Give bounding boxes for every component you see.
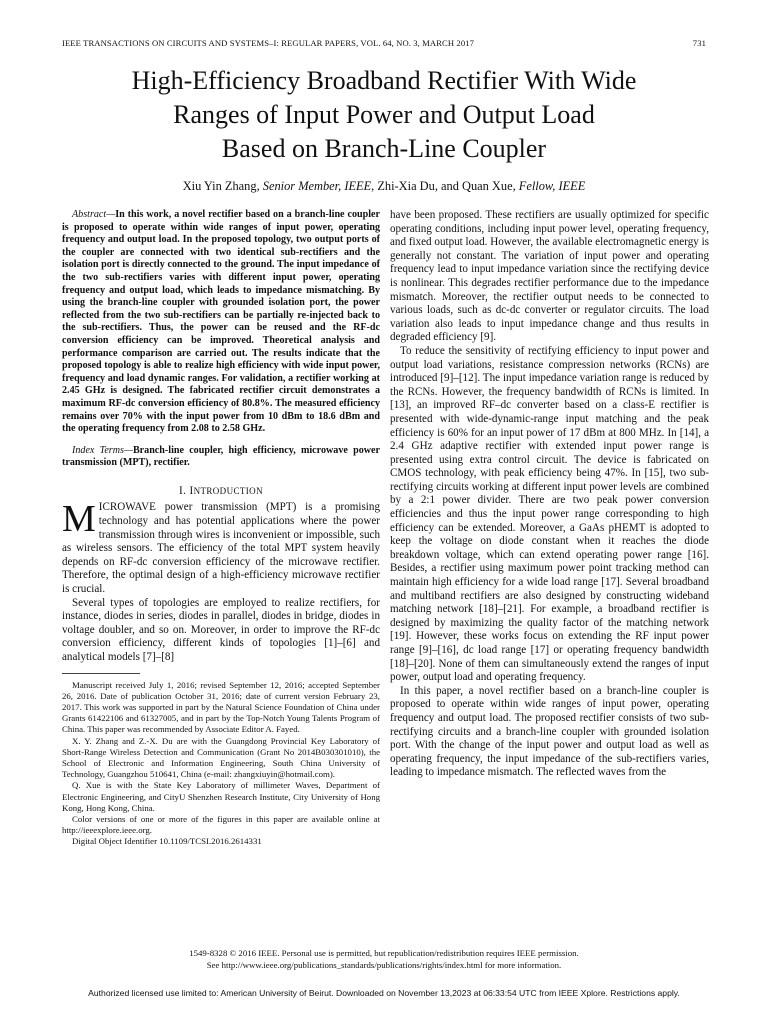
author-2-3: , Zhi-Xia Du, and Quan Xue, (371, 179, 519, 193)
index-terms-text: Branch-line coupler, high efficiency, microwave power transmission (MPT), rectifier. (62, 444, 380, 469)
footnote-affiliation-2: Q. Xue is with the State Key Laboratory of millimeter Waves, Department of Electronic Engineering, and CityU Shenzhen Research Institute, City University of Hong Kong, Hong Kong, China. (62, 780, 380, 813)
journal-name: IEEE TRANSACTIONS ON CIRCUITS AND SYSTEMS–I: REGULAR PAPERS, VOL. 64, NO. 3, MARCH 2017 (62, 38, 475, 48)
right-paragraph-1: have been proposed. These rectifiers are usually optimized for specific operating conditions, including input power level, operating frequency, and fixed output load. However, the available electromagnetic energy is generally not constant. The variation of input power and operating frequency lead to input impedance variation since the rectifying device is nonlinear. This degrades rectifier performance due to the impedance mismatch. Moreover, the rectifier output needs to be connected to various loads, such as dc-dc converter or regulator circuits. The load variation also leads to input impedance change and thus results in degraded efficiency [9]. (390, 209, 709, 344)
right-paragraph-2: To reduce the sensitivity of rectifying efficiency to input power and output load variations, resistance compression networks (RCNs) are introduced [9]–[12]. The input impedance variation range is reduced by the RCNs. However, the frequency bandwidth of RCNs is limited. In [13], an improved RF–dc converter based on a class-E rectifier is presented with wide-dynamic-range input matching and the peak efficiency is 60% for an input power of 17 dBm at 800 MHz. In [14], a 2.4 GHz adaptive rectifier with extended input power range is presented using extra control circuit. The device is fabricated on CMOS technology, with peak efficiency being 47%. In [15], two sub-rectifying circuits working at different input power levels are combined by a 2:1 power divider. There are two peak power conversion efficiencies and thus the input power range corresponding to high efficiency can be extended. Moreover, a GaAs pHEMT is adopted to keep the voltage on diode constant when it reaches the diode breakdown voltage, which can extend operating power range [16]. Besides, a rectifier using maximum power point tracking method can maintain high efficiency for a wide load range [17]. Several broadband and multiband rectifiers are also designed by constructing wideband matching network [18]–[21]. For example, a broadband rectifier is designed by maximizing the quality factor of the matching network [19]. However, these works focus on extending the RF input power range [9]–[16], dc load range [17] or operating frequency bandwidth [18]–[20]. None of them can simultaneously extend the ranges of input power, output load and operating frequency. (390, 344, 709, 684)
footnote-manuscript: Manuscript received July 1, 2016; revised September 12, 2016; accepted September 26, 2016. Date of publication October 31, 2016; date of current version February 23, 2017. This work was supported in part by the Natural Science Foundation of China under Grants 61422106 and 61327005, and in part by the Top-Notch Young Talents Program of China. This paper was recommended by Associate Editor A. Fayed. (62, 679, 380, 735)
abstract-text: In this work, a novel rectifier based on a branch-line coupler is proposed to operate within wide ranges of input power, operating frequency and output load. In the proposed topology, two output ports of the coupler are connected with two identical sub-rectifiers and the isolation port is directly connected to the ground. The input impedance of the two sub-rectifiers varies with different input power, operating frequency and output load, which leads to impedance mismatching. By using the branch-line coupler with grounded isolation port, the power reflected from the two sub-rectifiers can be partially re-injected back to the sub-rectifiers. Thus, the power can be reused and the RF-dc conversion efficiency can be improved. Theoretical analysis and performance comparison are carried out. The results indicate that the proposed topology is able to realize high efficiency with wide input power, frequency and load dynamic ranges. For validation, a rectifier working at 2.45 GHz is designed. The fabricated rectifier circuit demonstrates a maximum RF-dc conversion efficiency of 80.8%. The measured efficiency remains over 70% with the input power from 10 dBm to 18.6 dBm and the operating frequency from 2.08 to 2.58 GHz. (62, 209, 380, 435)
section-number: I. (179, 484, 190, 497)
title-line-2: Ranges of Input Power and Output Load (173, 100, 595, 129)
copyright-line-1: 1549-8328 © 2016 IEEE. Personal use is permitted, but republication/redistribution requires IEEE permission. (189, 948, 579, 958)
footnote-doi: Digital Object Identifier 10.1109/TCSI.2016.2614331 (72, 836, 262, 847)
paper-title (60, 64, 708, 166)
author-1: Xiu Yin Zhang, (182, 179, 263, 193)
abstract (62, 209, 380, 436)
title-line-1: High-Efficiency Broadband Rectifier With Wide (131, 66, 637, 95)
copyright-notice (62, 948, 706, 972)
right-column (390, 209, 709, 780)
intro-p1-text: ICROWAVE power transmission (MPT) is a promising technology and has potential applications where the power transmission through wires is inconvenient or impossible, such as wireless sensors. The efficiency of the total MPT system heavily depends on RF-dc conversion efficiency of the microwave rectifier. Therefore, the optimal design of a high-efficiency microwave rectifier is crucial. (62, 501, 380, 596)
section-title-cap: I (189, 484, 194, 497)
index-terms (62, 445, 380, 470)
copyright-line-2: See http://www.ieee.org/publications_standards/publications/rights/index.html for more information. (206, 959, 562, 970)
title-line-3: Based on Branch-Line Coupler (221, 134, 547, 163)
author-1-membership: Senior Member, IEEE (262, 179, 372, 193)
section-heading-introduction (62, 485, 380, 499)
abstract-label: Abstract— (72, 209, 116, 220)
license-download-note: Authorized licensed use limited to: American University of Beirut. Downloaded on November 13,2023 at 06:33:54 UTC from IEEE Xplore. Restrictions apply. (88, 988, 680, 998)
author-list (60, 179, 708, 194)
running-head (62, 38, 706, 48)
intro-paragraph-1 (62, 498, 380, 596)
right-paragraph-3: In this paper, a novel rectifier based on a branch-line coupler is proposed to operate within wide ranges of input power, operating frequency and output load. The proposed rectifier consists of two sub-rectifying circuits and a branch-line coupler with grounded isolation port. With the change of the input power and output load as well as operating frequency, the input impedance of the sub-rectifiers varies, leading to impedance mismatch. The reflected waves from the (390, 684, 709, 779)
author-3-membership: Fellow, IEEE (518, 179, 586, 193)
left-column (62, 209, 380, 848)
index-terms-label: Index Terms— (72, 444, 133, 456)
section-title-rest: NTRODUCTION (193, 485, 263, 496)
footnote-color-versions: Color versions of one or more of the figures in this paper are available online at http://ieeexplore.ieee.org. (62, 814, 380, 836)
drop-cap: M (62, 498, 96, 541)
footnote-divider (62, 673, 140, 674)
footnote-affiliation-1: X. Y. Zhang and Z.-X. Du are with the Guangdong Provincial Key Laboratory of Short-Range Wireless Detection and Communication (Grant No 2014B030301010), the School of Electronic and Information Engineering, South China University of Technology, Guangzhou 510641, China (e-mail: zhangxiuyin@hotmail.com). (62, 735, 380, 780)
page-number: 731 (692, 38, 706, 48)
intro-paragraph-2: Several types of topologies are employed to realize rectifiers, for instance, diodes in series, diodes in parallel, diodes in bridge, diodes in voltage doubler, and so on. Moreover, in order to improve the RF-dc conversion efficiency, different kinds of topologies [1]–[6] and analytical models [7]–[8] (62, 596, 380, 663)
